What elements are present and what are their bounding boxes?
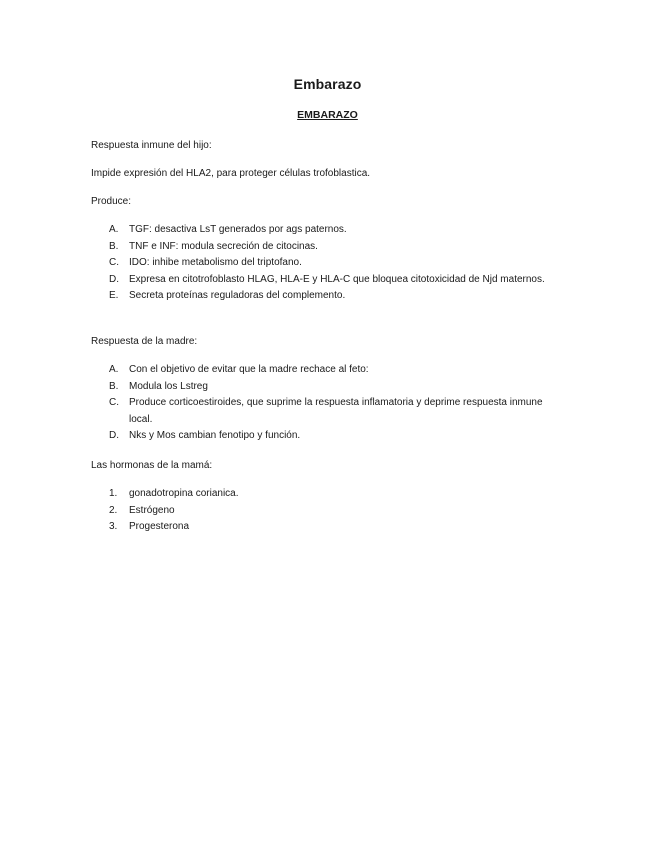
list-item-text: IDO: inhibe metabolismo del triptofano.	[129, 257, 302, 268]
paragraph-respuesta-madre: Respuesta de la madre:	[91, 336, 198, 347]
paragraph-produce: Produce:	[91, 196, 132, 207]
paragraph-respuesta-hijo: Respuesta inmune del hijo:	[91, 140, 212, 151]
document-subtitle: EMBARAZO	[297, 109, 358, 121]
list-item-text: Nks y Mos cambian fenotipo y función.	[129, 430, 301, 441]
list-item	[91, 395, 551, 428]
list-madre	[91, 362, 551, 445]
list-item-text: Con el objetivo de evitar que la madre rechace al feto:	[129, 364, 369, 375]
list-marker: A.	[109, 224, 119, 235]
list-item	[91, 428, 551, 445]
list-item-text: Progesterona	[129, 521, 190, 532]
list-marker: C.	[109, 257, 119, 268]
list-marker: A.	[109, 364, 119, 375]
list-marker: B.	[109, 380, 119, 392]
list-item	[91, 255, 551, 272]
list-item-text: Expresa en citotrofoblasto HLAG, HLA-E y HLA-C que bloquea citotoxicidad de Njd maternos.	[129, 273, 545, 285]
list-item-text: gonadotropina corianica.	[129, 488, 239, 499]
list-marker: 3.	[109, 521, 118, 532]
list-item-text: TGF: desactiva LsT generados por ags paternos.	[129, 224, 347, 235]
list-hormonas	[91, 486, 551, 536]
list-item	[91, 519, 551, 536]
list-item-text: Estrógeno	[129, 504, 175, 516]
list-item-text: Produce corticoestiroides, que suprime la respuesta inflamatoria y deprime respuesta inmune local.	[129, 397, 543, 425]
paragraph-hormonas: Las hormonas de la mamá:	[91, 460, 213, 471]
list-marker: E.	[109, 290, 119, 301]
list-marker: D.	[109, 430, 119, 441]
list-item	[91, 379, 551, 396]
list-marker: 1.	[109, 488, 118, 499]
list-item	[91, 503, 551, 520]
list-marker: D.	[109, 273, 119, 285]
list-item	[91, 239, 551, 256]
list-marker: B.	[109, 240, 119, 252]
list-item	[91, 288, 551, 305]
list-item-text: Modula los Lstreg	[129, 380, 208, 392]
document-title: Embarazo	[293, 76, 362, 92]
list-produce	[91, 222, 551, 305]
list-marker: 2.	[109, 504, 118, 516]
list-item	[91, 272, 551, 289]
list-item-text: Secreta proteínas reguladoras del complemento.	[129, 290, 346, 301]
list-item-text: TNF e INF: modula secreción de citocinas.	[129, 240, 318, 252]
list-item	[91, 222, 551, 239]
paragraph-impide-expresion: Impide expresión del HLA2, para proteger células trofoblastica.	[91, 168, 371, 179]
list-item	[91, 362, 551, 379]
list-item	[91, 486, 551, 503]
list-marker: C.	[109, 397, 119, 408]
